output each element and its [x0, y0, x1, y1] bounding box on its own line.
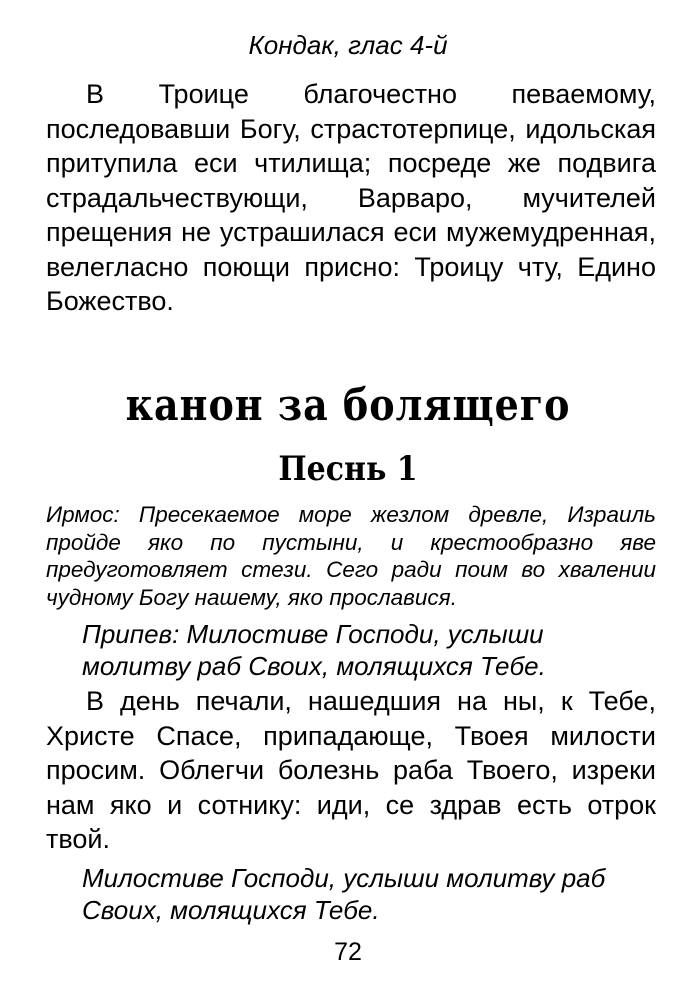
- song-title: Песнь 1: [278, 449, 418, 490]
- refrain-repeat-text: Милостиве Господи, услыши молитву раб Своих, молящихся Тебе.: [82, 863, 606, 925]
- kontakion-text: В Троице благочестно певаемому, последовавши Богу, страстотерпице, идольская притупила еси чтилища; посреде же подвига страдальчествующи, Варваро, мучителей прещения не устрашилася еси мужемудренная, велегласно поющи присно: Троицу чту, Едино Божество.: [46, 79, 656, 316]
- canon-title: канон за болящего: [125, 378, 571, 431]
- page-number: 72: [334, 938, 362, 966]
- troparion-text: В день печали, нашедшия на ны, к Тебе, Христе Спасе, припадающе, Твоея милости просим. Облегчи болезнь раба Твоего, изреки нам яко и сотнику: иди, се здрав есть отрок твой.: [46, 686, 656, 854]
- refrain-text: Припев: Милостиве Господи, услыши молитву раб Своих, молящихся Тебе.: [82, 619, 546, 681]
- irmos-text: Ирмос: Пресекаемое море жезлом древле, Израиль пройде яко по пустыни, и крестообразно яве предуготовляет стези. Сего ради поим во хвалении чудному Богу нашему, яко прославися.: [46, 502, 656, 610]
- kontakion-heading: Кондак, глас 4-й: [248, 30, 448, 60]
